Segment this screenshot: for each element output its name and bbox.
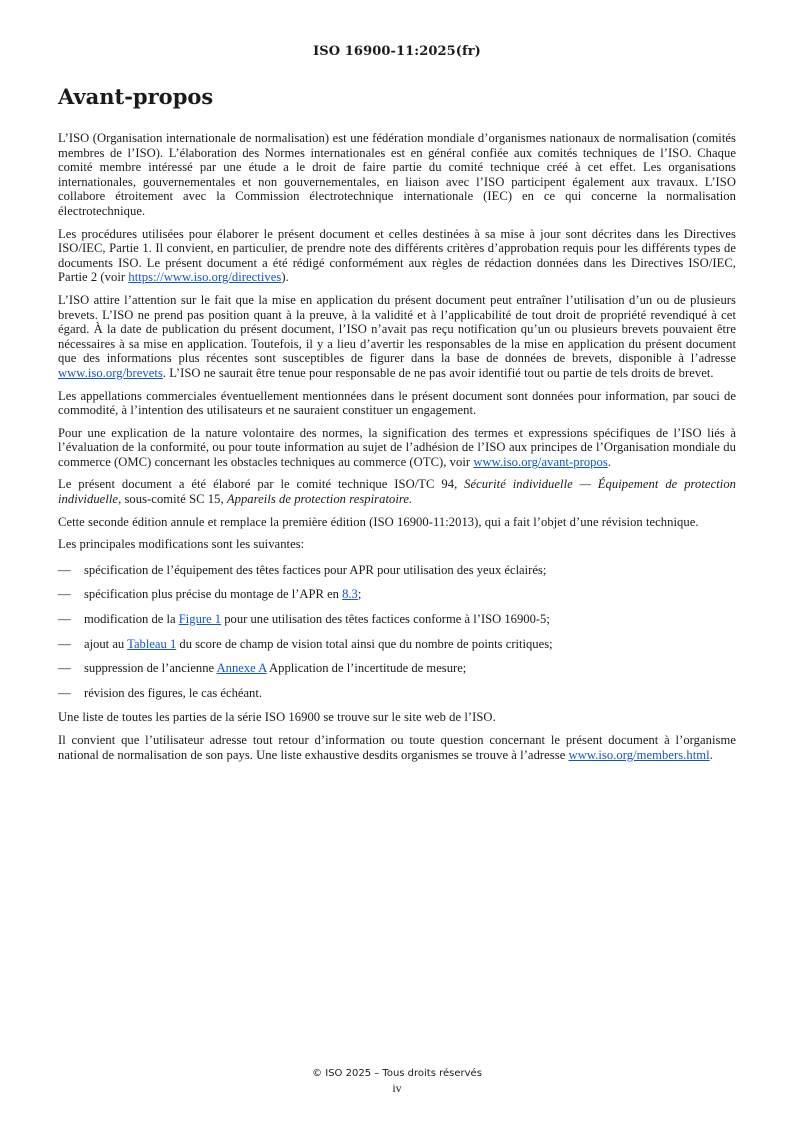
page-footer [58, 1066, 736, 1096]
document-id-header: ISO 16900-11:2025(fr) [313, 44, 481, 59]
paragraph-series-list: Une liste de toutes les parties de la série ISO 16900 se trouve sur le site web de l’ISO. [58, 710, 496, 725]
paragraph-patents: L’ISO attire l’attention sur le fait que la mise en application du présent document peut entraîner l’utilisation d’un ou de plusieurs brevets. L’ISO ne prend pas position quant à la preuve, à la validité et à l’applicabilité de tout droit de propriété revendiqué à cet égard. À la date de publication du présent document, l’ISO n’avait pas reçu notification qu’un ou plusieurs brevets pouvaient être nécessaires à sa mise en application. Toutefois, il y a lieu d’avertir les responsables de la mise en application du présent document que des informations plus récentes sont susceptibles de figurer dans la base de données de brevets, disponible à l’adresse www.iso.org/brevets. L’ISO ne saurait être tenue pour responsable de ne pas avoir identifié tout ou partie de tels droits de brevet. [58, 292, 736, 380]
list-item: — spécification plus précise du montage de l’APR en 8.3; [58, 587, 362, 602]
paragraph-changes-intro: Les principales modifications sont les suivantes: [58, 537, 305, 552]
table-1-link[interactable]: Tableau 1 [127, 636, 177, 651]
list-dash: — [58, 612, 71, 627]
annex-a-link[interactable]: Annexe A [216, 661, 267, 676]
page-number: iv [392, 1081, 402, 1095]
paragraph-trade-names: Les appellations commerciales éventuellement mentionnées dans le présent document sont données pour information, par souci de commodité, à l’intention des utilisateurs et ne sauraient constituer un engagement. [58, 388, 736, 418]
document-body [58, 131, 736, 770]
paragraph-feedback: Il convient que l’utilisateur adresse tout retour d’information ou toute question concernant le présent document à l’organisme national de normalisation de son pays. Une liste exhaustive desdits organismes se trouve à l’adresse www.iso.org/members.html. [58, 733, 736, 762]
list-item: — ajout au Tableau 1 du score de champ de vision total ainsi que du nombre de points critiques; [58, 636, 553, 651]
list-dash: — [58, 562, 71, 577]
figure-1-link[interactable]: Figure 1 [178, 612, 222, 627]
paragraph-edition: Cette seconde édition annule et remplace la première édition (ISO 16900-11:2013), qui a fait l’objet d’une révision technique. [58, 514, 699, 529]
paragraph-voluntary-nature: Pour une explication de la nature volontaire des normes, la signification des termes et expressions spécifiques de l’ISO liés à l’évaluation de la conformité, ou pour toute information au sujet de l’adhésion de l’ISO aux principes de l’Organisation mondiale du commerce (OMC) concernant les obstacles techniques au commerce (OTC), voir www.iso.org/avant-propos. [58, 425, 736, 469]
paragraph-committee: Le présent document a été élaboré par le comité technique ISO/TC 94, Sécurité individuelle — Équipement de protection individuelle, sous-comité SC 15, Appareils de protection respiratoire. [58, 477, 737, 507]
directives-link[interactable]: https://www.iso.org/directives [128, 270, 282, 285]
list-item: — spécification de l’équipement des têtes factices pour APR pour utilisation des yeux éclairés; [58, 562, 547, 577]
foreword-link[interactable]: www.iso.org/avant-propos [473, 454, 608, 469]
list-dash: — [58, 636, 71, 651]
copyright-notice: © ISO 2025 – Tous droits réservés [312, 1068, 482, 1079]
document-page [58, 0, 736, 1122]
clause-8-3-link[interactable]: 8.3 [342, 587, 358, 602]
paragraph-procedures: Les procédures utilisées pour élaborer le présent document et celles destinées à sa mise à jour sont décrites dans les Directives ISO/IEC, Partie 1. Il convient, en particulier, de prendre note des différents critères d’approbation requis pour les différents types de documents ISO. Le présent document a été rédigé conformément aux règles de rédaction données dans les Directives ISO/IEC, Partie 2 (voir https://www.iso.org/directives). [58, 226, 736, 285]
list-item: — modification de la Figure 1 pour une utilisation des têtes factices conforme à l’ISO 16900-5; [58, 612, 550, 627]
list-item: — révision des figures, le cas échéant. [58, 685, 262, 700]
patents-link[interactable]: www.iso.org/brevets [58, 365, 163, 380]
list-dash: — [58, 661, 71, 676]
page-title: Avant-propos [58, 84, 214, 109]
members-link[interactable]: www.iso.org/members.html [568, 747, 710, 762]
paragraph-iso-intro: L’ISO (Organisation internationale de normalisation) est une fédération mondiale d’organismes nationaux de normalisation (comités membres de l’ISO). L’élaboration des Normes internationales est en général confiée aux comités techniques de l’ISO. Chaque comité membre intéressé par une étude a le droit de faire partie du comité technique créé à cet effet. Les organisations internationales, gouvernementales et non gouvernementales, en liaison avec l’ISO participent également aux travaux. L’ISO collabore étroitement avec la Commission électrotechnique internationale (IEC) en ce qui concerne la normalisation électrotechnique. [58, 131, 736, 218]
list-item: — suppression de l’ancienne Annexe A Application de l’incertitude de mesure; [58, 661, 467, 676]
list-dash: — [58, 685, 71, 700]
list-dash: — [58, 587, 71, 602]
